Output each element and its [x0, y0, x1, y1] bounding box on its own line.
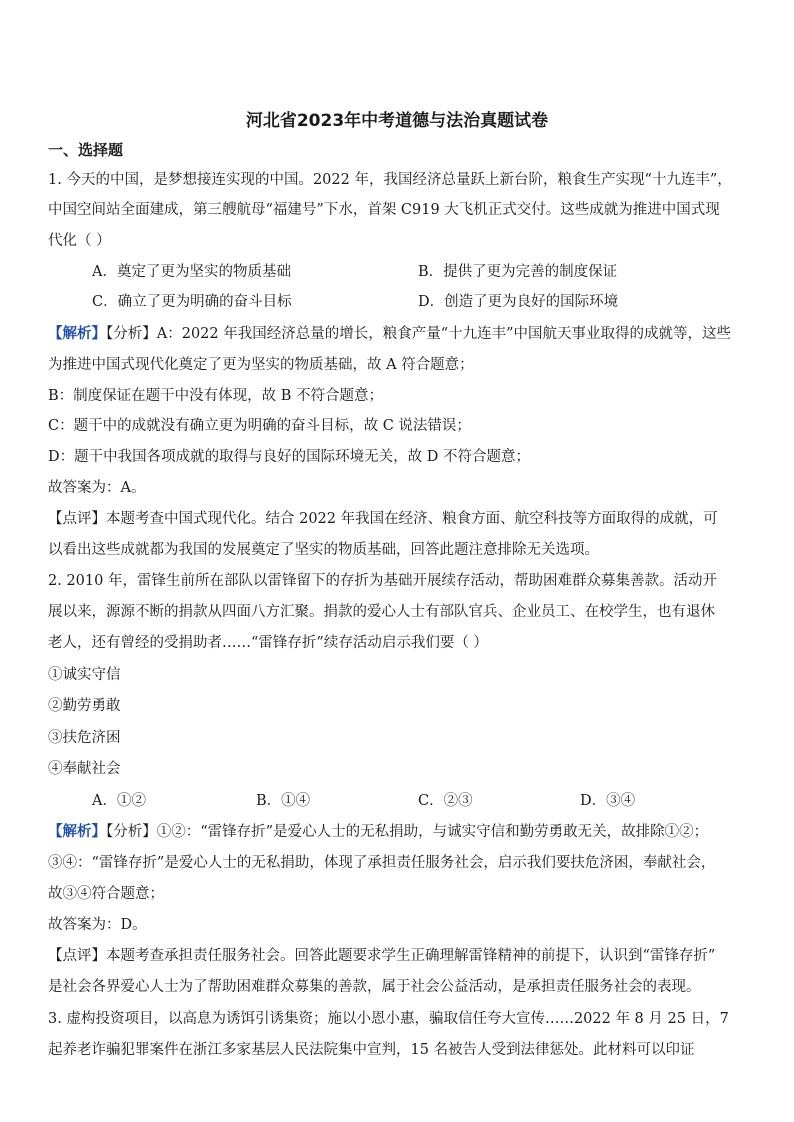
- q2-comment-line: 【点评】本题考查承担责任服务社会。回答此题要求学生正确理解雷锋精神的前提下，认识到“雷锋存折”: [48, 948, 716, 964]
- q2-item: ④奉献社会: [48, 761, 121, 777]
- q1-analysis-line: [48, 322, 731, 343]
- q2-item: ③扶危济困: [48, 730, 121, 746]
- q2-analysis-line: 故③④符合题意；: [48, 886, 164, 902]
- q1-option-d: D．创造了更为良好的国际环境: [418, 294, 619, 310]
- q2-option-c: C．②③: [418, 793, 473, 809]
- analysis-tag: 【解析】: [48, 823, 106, 840]
- q2-stem-line: 2. 2010 年，雷锋生前所在部队以雷锋留下的存折为基础开展续存活动，帮助困难群众募集善款。活动开: [48, 573, 717, 589]
- q1-option-c: C．确立了更为明确的奋斗目标: [92, 294, 292, 310]
- q2-item: ②勤劳勇敢: [48, 698, 121, 714]
- q2-option-b: B．①④: [256, 793, 311, 809]
- q2-stem-line: 老人，还有曾经的受捐助者……“雷锋存折”续存活动启示我们要（ ）: [48, 635, 488, 651]
- q1-analysis-line: B：制度保证在题干中没有体现，故 B 不符合题意；: [48, 388, 384, 404]
- q3-stem-line: 起养老诈骗犯罪案件在浙江多家基层人民法院集中宣判，15 名被告人受到法律惩处。此材料可以印证: [48, 1042, 695, 1058]
- analysis-text: 【分析】①②：“雷锋存折”是爱心人士的无私捐助，与诚实守信和勤劳勇敢无关，故排除①②；: [106, 824, 709, 840]
- q1-stem-line: 1. 今天的中国，是梦想接连实现的中国。2022 年，我国经济总量跃上新台阶，粮食生产实现“十九连丰”，: [48, 172, 732, 188]
- q1-analysis-line: C：题干中的成就没有确立更为明确的奋斗目标，故 C 说法错误；: [48, 418, 471, 434]
- q1-comment-line: 以看出这些成就都为我国的发展奠定了坚实的物质基础，回答此题注意排除无关选项。: [48, 542, 599, 558]
- q2-analysis-line: [48, 820, 708, 841]
- q2-stem-line: 展以来，源源不断的捐款从四面八方汇聚。捐款的爱心人士有部队官兵、企业员工、在校学生，也有退休: [48, 604, 715, 620]
- q1-analysis-line: D：题干中我国各项成就的取得与良好的国际环境无关，故 D 不符合题意；: [48, 449, 530, 465]
- q2-item: ①诚实守信: [48, 667, 121, 683]
- section-heading: 一、选择题: [48, 141, 124, 159]
- q1-answer: 故答案为：A。: [48, 480, 146, 496]
- q1-analysis-line: 为推进中国式现代化奠定了更为坚实的物质基础，故 A 符合题意；: [48, 357, 474, 373]
- page-title: 河北省2023年中考道德与法治真题试卷: [245, 111, 549, 131]
- q1-option-a: A．奠定了更为坚实的物质基础: [92, 264, 291, 280]
- q2-comment-line: 是社会各界爱心人士为了帮助困难群众募集的善款，属于社会公益活动，是承担责任服务社会的表现。: [48, 979, 701, 995]
- q1-option-b: B．提供了更为完善的制度保证: [418, 264, 618, 280]
- q2-option-a: A．①②: [92, 793, 146, 809]
- q2-analysis-line: ③④：“雷锋存折”是爱心人士的无私捐助，体现了承担责任服务社会，启示我们要扶危济困，奉献社会，: [48, 855, 716, 871]
- q2-answer: 故答案为：D。: [48, 917, 147, 933]
- q1-stem-line: 代化（ ）: [48, 233, 111, 249]
- q1-stem-line: 中国空间站全面建成，第三艘航母“福建号”下水，首架 C919 大飞机正式交付。这些成就为推进中国式现: [48, 202, 720, 218]
- analysis-text: 【分析】A：2022 年我国经济总量的增长，粮食产量“十九连丰”中国航天事业取得的成就等，这些: [106, 326, 732, 342]
- q2-option-d: D．③④: [580, 793, 636, 809]
- q3-stem-line: 3. 虚构投资项目，以高息为诱饵引诱集资；施以小恩小惠，骗取信任夸大宣传……2022 年 8 月 25 日，7: [48, 1011, 729, 1027]
- analysis-tag: 【解析】: [48, 325, 106, 342]
- q1-comment-line: 【点评】本题考查中国式现代化。结合 2022 年我国在经济、粮食方面、航空科技等方面取得的成就，可: [48, 511, 718, 527]
